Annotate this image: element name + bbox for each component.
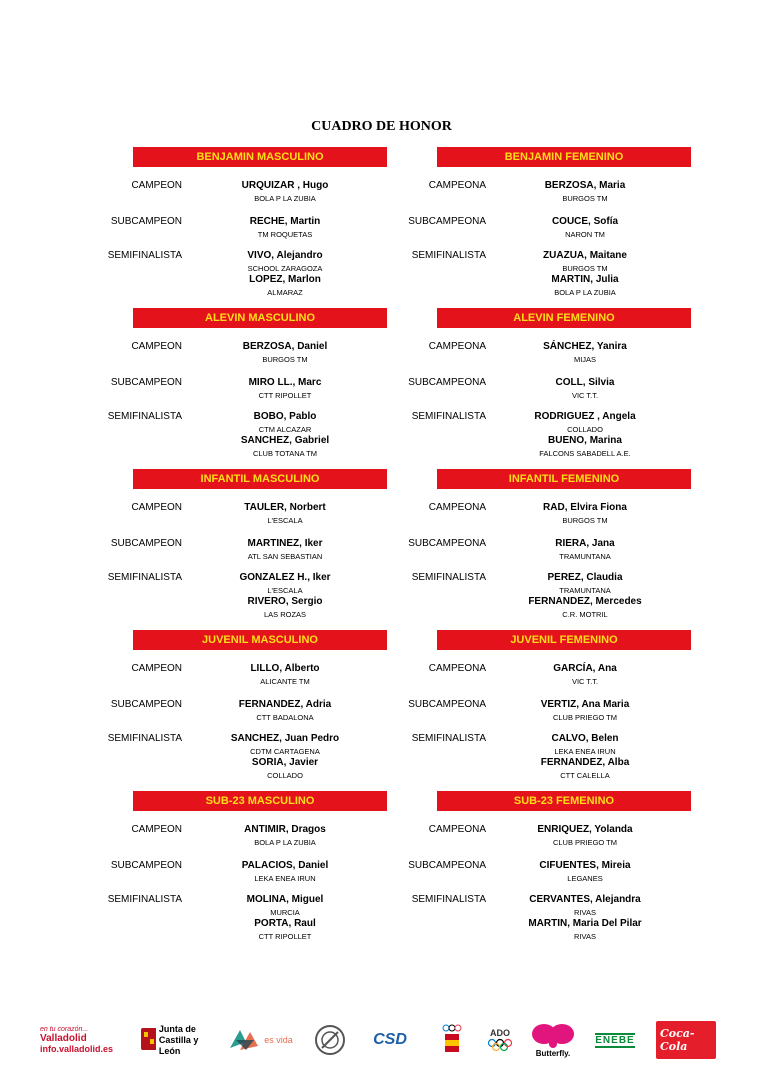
ado-logo: [485, 1018, 515, 1062]
federation-logo: [310, 1018, 350, 1062]
semifinalist-label: SEMIFINALISTA: [411, 894, 486, 905]
champion-label: CAMPEON: [131, 502, 182, 513]
champion-club: BURGOS TM: [262, 355, 308, 364]
semifinalist-club: CDTM CARTAGENA: [250, 747, 320, 756]
semifinalist-club: CTT CALELLA: [560, 771, 610, 780]
semifinalist-name: FERNANDEZ, Mercedes: [528, 596, 642, 607]
champion-club: L'ESCALA: [267, 516, 303, 525]
champion-club: BOLA P LA ZUBIA: [254, 838, 316, 847]
semifinalist-name: RODRIGUEZ , Angela: [534, 411, 636, 422]
champion-club: MIJAS: [573, 355, 597, 364]
valladolid-name: Valladolid: [40, 1033, 87, 1044]
runner-up-name: COLL, Silvia: [555, 377, 615, 388]
category-header: INFANTIL MASCULINO: [133, 469, 387, 489]
semifinalist-label: SEMIFINALISTA: [411, 250, 486, 261]
runner-up-label: SUBCAMPEONA: [408, 538, 486, 549]
champion-label: CAMPEON: [131, 180, 182, 191]
runner-up-label: SUBCAMPEON: [110, 699, 182, 710]
olympic-rings-icon: [487, 1038, 513, 1052]
runner-up-name: RECHE, Martin: [249, 216, 321, 227]
semifinalist-name: CALVO, Belen: [551, 733, 619, 744]
champion-name: ANTIMIR, Dragos: [244, 824, 326, 835]
semifinalist-name: PORTA, Raul: [254, 918, 316, 929]
runner-up-label: SUBCAMPEONA: [408, 699, 486, 710]
semifinalist-label: SEMIFINALISTA: [411, 411, 486, 422]
semifinalist-club: MURCIA: [270, 908, 300, 917]
junta-line2: Castilla y León: [158, 1034, 199, 1056]
semifinalist-name: GONZALEZ H., Iker: [239, 572, 331, 583]
semifinalist-club: SCHOOL ZARAGOZA: [247, 264, 323, 273]
runner-up-club: NARON TM: [565, 230, 605, 239]
semifinalist-name: MARTIN, Julia: [551, 274, 619, 285]
coe-logo: [435, 1018, 469, 1062]
champion-club: VIC T.T.: [571, 677, 599, 686]
champion-label: CAMPEONA: [428, 341, 486, 352]
semifinalist-name: VIVO, Alejandro: [247, 250, 323, 261]
champion-label: CAMPEONA: [428, 663, 486, 674]
semifinalist-club: L'ESCALA: [267, 586, 303, 595]
runner-up-club: VIC T.T.: [571, 391, 599, 400]
semifinalist-club: COLLADO: [267, 771, 303, 780]
semifinalist-name: ZUAZUA, Maitane: [543, 250, 627, 261]
runner-up-label: SUBCAMPEON: [110, 538, 182, 549]
category-header: SUB-23 MASCULINO: [133, 791, 387, 811]
coca-cola-text: Coca-Cola: [656, 1021, 716, 1059]
semifinalist-club: CTM ALCAZAR: [258, 425, 312, 434]
semifinalist-label: SEMIFINALISTA: [107, 411, 182, 422]
runner-up-club: ATL SAN SEBASTIAN: [247, 552, 323, 561]
semifinalist-name: LOPEZ, Marlon: [249, 274, 321, 285]
champion-label: CAMPEONA: [428, 824, 486, 835]
semifinalist-name: FERNANDEZ, Alba: [540, 757, 630, 768]
butterfly-icon: [531, 1023, 575, 1049]
runner-up-club: CTT RIPOLLET: [258, 391, 312, 400]
runner-up-club: LEGANES: [567, 874, 603, 883]
runner-up-name: FERNANDEZ, Adria: [238, 699, 332, 710]
champion-club: BOLA P LA ZUBIA: [254, 194, 316, 203]
semifinalist-club: ALMARAZ: [267, 288, 303, 297]
runner-up-label: SUBCAMPEON: [110, 377, 182, 388]
runner-up-club: LEKA ENEA IRUN: [254, 874, 316, 883]
category-header: INFANTIL FEMENINO: [437, 469, 691, 489]
champion-club: ALICANTE TM: [260, 677, 310, 686]
runner-up-club: CTT BADALONA: [256, 713, 314, 722]
enebe-logo: [588, 1018, 642, 1062]
category-header: BENJAMIN MASCULINO: [133, 147, 387, 167]
semifinalist-club: TRAMUNTANA: [559, 586, 611, 595]
champion-club: BURGOS TM: [562, 194, 608, 203]
semifinalist-name: BOBO, Pablo: [253, 411, 317, 422]
champion-name: BERZOSA, Maria: [544, 180, 626, 191]
semifinalist-name: PEREZ, Claudia: [547, 572, 623, 583]
runner-up-name: MARTINEZ, Iker: [247, 538, 323, 549]
semifinalist-label: SEMIFINALISTA: [107, 572, 182, 583]
semifinalist-label: SEMIFINALISTA: [107, 894, 182, 905]
semifinalist-name: SORIA, Javier: [251, 757, 319, 768]
semifinalist-club: LEKA ENEA IRUN: [554, 747, 616, 756]
semifinalist-label: SEMIFINALISTA: [107, 250, 182, 261]
ado-text: ADO: [490, 1028, 510, 1038]
runner-up-name: COUCE, Sofía: [551, 216, 619, 227]
champion-name: RAD, Elvira Fiona: [543, 502, 627, 513]
junta-castilla-logo: [140, 1018, 215, 1062]
valladolid-logo: [40, 1018, 135, 1062]
semifinalist-name: SANCHEZ, Juan Pedro: [230, 733, 340, 744]
champion-label: CAMPEON: [131, 341, 182, 352]
champion-name: BERZOSA, Daniel: [242, 341, 328, 352]
valladolid-tagline: en tu corazón...: [40, 1026, 89, 1033]
champion-name: TAULER, Norbert: [244, 502, 326, 513]
semifinalist-name: BUENO, Marina: [548, 435, 622, 446]
semifinalist-label: SEMIFINALISTA: [411, 733, 486, 744]
runner-up-club: TM ROQUETAS: [257, 230, 313, 239]
federation-emblem-icon: [314, 1024, 346, 1056]
butterfly-text: Butterfly.: [535, 1048, 571, 1058]
semifinalist-club: BURGOS TM: [562, 264, 608, 273]
runner-up-label: SUBCAMPEONA: [408, 377, 486, 388]
champion-label: CAMPEONA: [428, 180, 486, 191]
coat-of-arms-icon: [140, 1026, 156, 1054]
semifinalist-name: CERVANTES, Alejandra: [529, 894, 641, 905]
champion-name: ENRIQUEZ, Yolanda: [537, 824, 633, 835]
runner-up-club: CLUB PRIEGO TM: [552, 713, 618, 722]
category-header: SUB-23 FEMENINO: [437, 791, 691, 811]
semifinalist-club: CLUB TOTANA TM: [252, 449, 318, 458]
champion-name: SÁNCHEZ, Yanira: [543, 341, 627, 352]
semifinalist-club: CTT RIPOLLET: [258, 932, 312, 941]
semifinalist-name: MARTIN, Maria Del Pilar: [528, 918, 642, 929]
champion-name: GARCÍA, Ana: [553, 663, 617, 674]
coe-emblem-icon: [439, 1023, 465, 1057]
butterfly-logo: [528, 1018, 578, 1062]
semifinalist-club: COLLADO: [567, 425, 603, 434]
runner-up-label: SUBCAMPEONA: [408, 860, 486, 871]
semifinalist-label: SEMIFINALISTA: [107, 733, 182, 744]
coca-cola-logo: [656, 1018, 716, 1062]
category-header: ALEVIN MASCULINO: [133, 308, 387, 328]
semifinalist-club: RIVAS: [574, 932, 596, 941]
category-header: BENJAMIN FEMENINO: [437, 147, 691, 167]
es-vida-symbol-icon: [228, 1028, 262, 1052]
runner-up-name: PALACIOS, Daniel: [241, 860, 329, 871]
semifinalist-club: FALCONS SABADELL A.E.: [539, 449, 631, 458]
category-header: JUVENIL FEMENINO: [437, 630, 691, 650]
csd-text: CSD: [373, 1031, 407, 1048]
category-header: JUVENIL MASCULINO: [133, 630, 387, 650]
semifinalist-club: LAS ROZAS: [263, 610, 307, 619]
champion-club: BURGOS TM: [562, 516, 608, 525]
es-vida-text: es vida: [264, 1035, 293, 1045]
champion-name: URQUIZAR , Hugo: [241, 180, 329, 191]
junta-line1: Junta de: [158, 1023, 196, 1034]
champion-label: CAMPEONA: [428, 502, 486, 513]
category-header: ALEVIN FEMENINO: [437, 308, 691, 328]
runner-up-label: SUBCAMPEON: [110, 216, 182, 227]
runner-up-name: VERTIZ, Ana Maria: [540, 699, 630, 710]
runner-up-name: MIRO LL., Marc: [248, 377, 322, 388]
runner-up-label: SUBCAMPEON: [110, 860, 182, 871]
valladolid-url: info.valladolid.es: [40, 1044, 114, 1054]
semifinalist-label: SEMIFINALISTA: [411, 572, 486, 583]
champion-label: CAMPEON: [131, 824, 182, 835]
runner-up-club: TRAMUNTANA: [559, 552, 611, 561]
champion-club: CLUB PRIEGO TM: [552, 838, 618, 847]
semifinalist-club: C.R. MOTRIL: [562, 610, 608, 619]
es-vida-logo: [223, 1018, 298, 1062]
csd-logo: [360, 1018, 420, 1062]
semifinalist-club: RIVAS: [574, 908, 596, 917]
page-title: CUADRO DE HONOR: [311, 119, 452, 134]
semifinalist-name: SANCHEZ, Gabriel: [240, 435, 330, 446]
sponsor-logos: [40, 1018, 730, 1062]
runner-up-name: CIFUENTES, Mireia: [539, 860, 631, 871]
semifinalist-club: BOLA P LA ZUBIA: [554, 288, 616, 297]
semifinalist-name: MOLINA, Miguel: [246, 894, 324, 905]
runner-up-name: RIERA, Jana: [555, 538, 615, 549]
semifinalist-name: RIVERO, Sergio: [247, 596, 323, 607]
runner-up-label: SUBCAMPEONA: [408, 216, 486, 227]
champion-name: LILLO, Alberto: [250, 663, 320, 674]
champion-label: CAMPEON: [131, 663, 182, 674]
enebe-text: ENEBE: [595, 1034, 635, 1046]
